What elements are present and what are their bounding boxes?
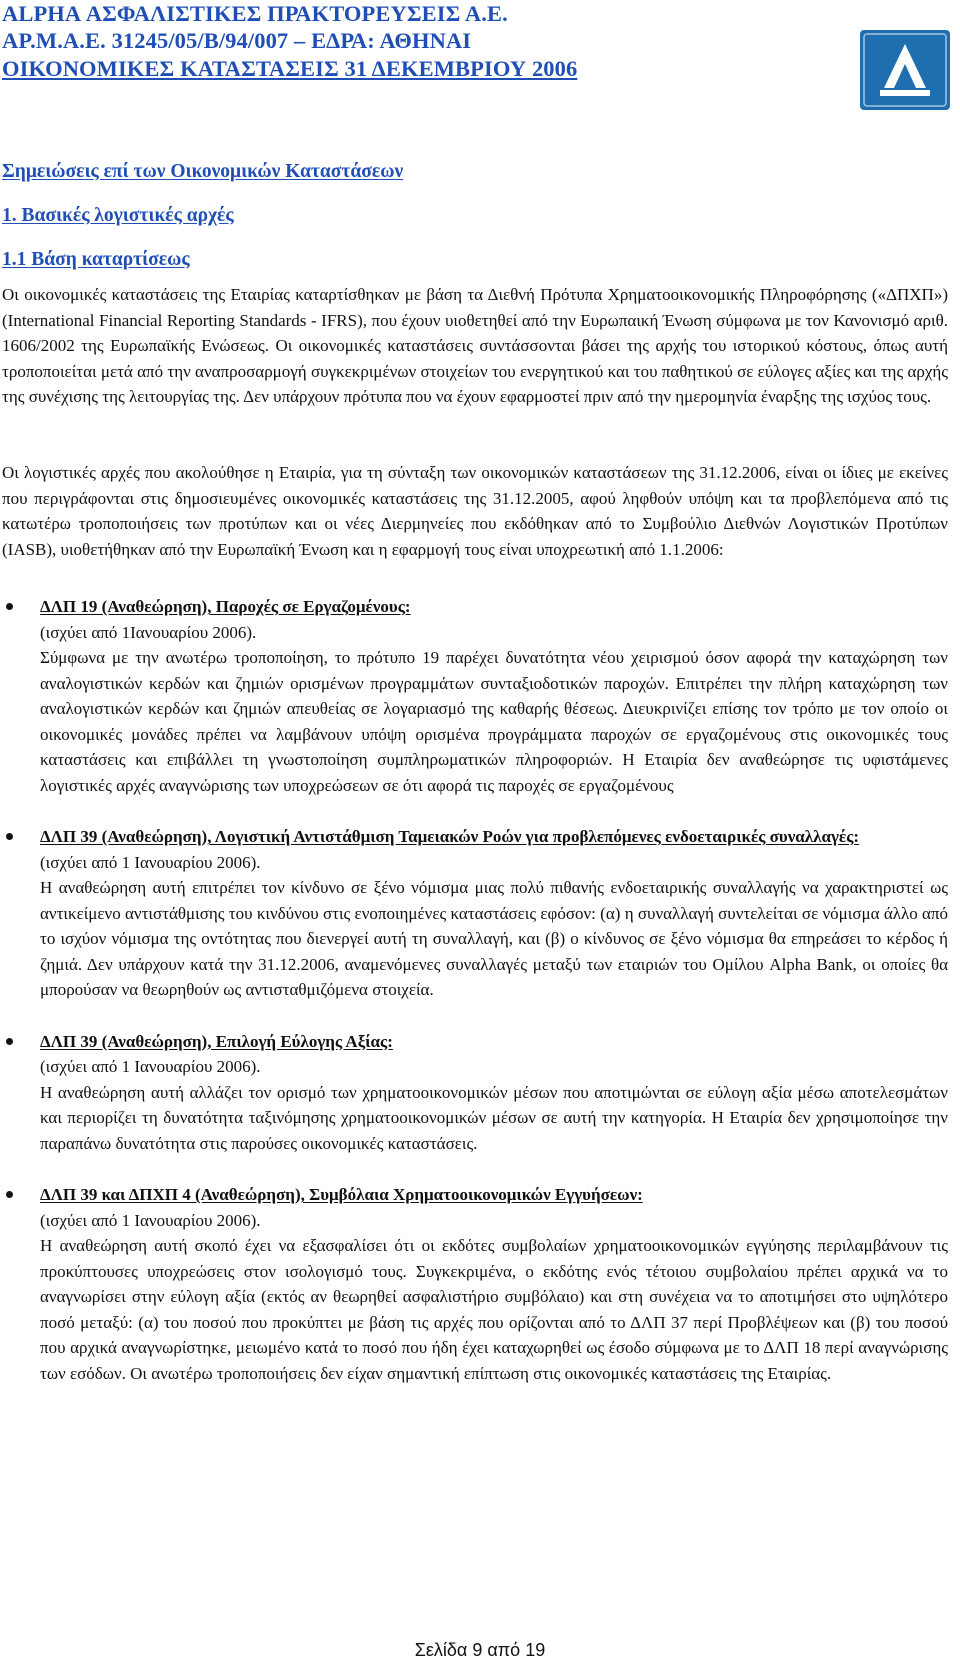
list-item-text: Η αναθεώρηση αυτή επιτρέπει τον κίνδυνο σε ξένο νόμισμα μιας πολύ πιθανής ενδοεταιρικής συναλλαγής να χαρακτηριστεί ως αντικείμενο αντιστάθμισης του κινδύνου στις ενοποιημένες καταστάσεις εφόσον: (α) η συναλλαγή συντελείται σε νόμισμα άλλο από το ισχύον νόμισμα της οντότητας που διενεργεί αυτή τη συναλλαγή, και (β) ο κίνδυνος σε ξένο νόμισμα θα επηρεάσει το κέρδος ή ζημιά. Δεν υπάρχουν κατά την 31.12.2006, αναμενόμενες συναλλαγές μεταξύ των εταιριών του Ομίλου Alpha Bank, οι οποίες θα μπορούσαν να θεωρηθούν ως αντισταθμιζόμενα στοιχεία. <box>40 878 948 999</box>
page-header <box>0 0 960 110</box>
list-item-effective: (ισχύει από 1 Ιανουαρίου 2006). <box>40 852 261 872</box>
page-footer: Σελίδα 9 από 19 <box>414 1640 546 1660</box>
list-item <box>2 594 948 798</box>
list-item-title: ΔΛΠ 39 (Αναθεώρηση), Επιλογή Εύλογης Αξίας: <box>40 1031 393 1051</box>
statements-title: ΟΙΚΟΝΟΜΙΚΕΣ ΚΑΤΑΣΤΑΣΕΙΣ 31 ΔΕΚΕΜΒΡΙΟΥ 2006 <box>2 56 578 81</box>
list-item-effective: (ισχύει από 1 Ιανουαρίου 2006). <box>40 1210 261 1230</box>
list-item-title: ΔΛΠ 39 (Αναθεώρηση), Λογιστική Αντιστάθμιση Ταμειακών Ροών για προβλεπόμενες ενδοεταιρικές συναλλαγές: <box>40 827 860 846</box>
bullet-icon <box>6 603 13 610</box>
basis-paragraph <box>2 282 948 410</box>
list-item-title: ΔΛΠ 39 και ΔΠΧΠ 4 (Αναθεώρηση), Συμβόλαια Χρηματοοικονομικών Εγγυήσεων: <box>40 1185 643 1204</box>
section-1-1-title: 1.1 Βάση καταρτίσεως <box>2 249 190 270</box>
standards-list <box>2 594 948 1386</box>
list-item <box>2 824 948 1003</box>
registration-line: ΑΡ.Μ.Α.Ε. 31245/05/Β/94/007 – ΕΔΡΑ: ΑΘΗΝΑΙ <box>2 28 472 53</box>
list-item-text: Η αναθεώρηση αυτή σκοπό έχει να εξασφαλίσει ότι οι εκδότες συμβολαίων χρηματοοικονομικών εγγύησης περιλαμβάνουν τις προκύπτουσες υποχρεώσεις στον ισολογισμό τους. Συγκεκριμένα, ο εκδότης ενός τέτοιου συμβολαίου πρέπει αρχικά να το αναγνωρίσει στην εύλογη αξία (εκτός αν θεωρηθεί ασφαλιστήριο συμβόλαιο) και στη συνέχεια να το αποτιμήσει στο υψηλότερο ποσό μεταξύ: (α) του ποσού που προκύπτει με βάση τις αρχές που ορίζονται από το ΔΛΠ 37 περί Προβλέψεων και (β) του ποσού που αρχικά αναγνωρίστηκε, μειωμένο κατά το ποσό που ήδη έχει καταχωρηθεί ως έσοδο σύμφωνα με το ΔΛΠ 18 περί αναγνώρισης των εσόδων. Οι ανωτέρω τροποποιήσεις δεν είχαν σημαντική επίπτωση στις οικονομικές καταστάσεις της Εταιρίας. <box>40 1236 948 1383</box>
list-item <box>2 1029 948 1157</box>
notes-title: Σημειώσεις επί των Οικονομικών Καταστάσεων <box>2 161 404 182</box>
bullet-icon <box>6 1038 13 1045</box>
paragraph-text: Οι λογιστικές αρχές που ακολούθησε η Εταιρία, για τη σύνταξη των οικονομικών καταστάσεων της 31.12.2006, είναι οι ίδιες με εκείνες που περιγράφονται στις δημοσιευμένες οικονομικές καταστάσεις της 31.12.2005, αφού ληφθούν υπόψη και τα προβλεπόμενα από τις κατωτέρω τροποποιήσεις των προτύπων και οι νέες Διερμηνείες που εκδόθηκαν από το Συμβούλιο Διεθνών Λογιστικών Προτύπων (IASB), υιοθετήθηκαν από την Ευρωπαϊκή Ένωση και η εφαρμογή τους είναι υποχρεωτική από 1.1.2006: <box>2 463 948 559</box>
list-item-text: Σύμφωνα με την ανωτέρω τροποποίηση, το πρότυπο 19 παρέχει δυνατότητα νέου χειρισμού όσον αφορά την καταχώρηση των αναλογιστικών κερδών και ζημιών ορισμένων προγραμμάτων συνταξιοδοτικών παροχών. Επιτρέπει την πλήρη καταχώρηση των αναλογιστικών κερδών και ζημιών απευθείας σε λογαριασμό της καθαρής θέσεως. Διευκρινίζει επίσης τον τρόπο με τον οποίο οι οικονομικές μονάδες πρέπει να λαμβάνουν υπόψη ορισμένα προγράμματα παροχών σε εργαζομένους στις οικονομικές τους καταστάσεις και επιβάλλει τη γνωστοποίηση συμπληρωματικών πληροφοριών. Η Εταιρία δεν αναθεώρησε τις υφιστάμενες λογιστικές αρχές αναγνώρισης των υποχρεώσεων σε ότι αφορά τις παροχές σε εργαζομένους <box>40 648 948 795</box>
list-item-text: Η αναθεώρηση αυτή αλλάζει τον ορισμό των χρηματοοικονομικών μέσων που αποτιμώνται σε εύλογη αξία μέσω αποτελεσμάτων και περιορίζει τη δυνατότητα ταξινόμησης χρηματοοικονομικών μέσων σε αυτή την κατηγορία. Η Εταιρία δεν χρησιμοποίησε την παραπάνω δυνατότητα στις παρούσες οικονομικές καταστάσεις. <box>40 1082 948 1153</box>
list-item-effective: (ισχύει από 1 Ιανουαρίου 2006). <box>40 1057 261 1076</box>
bullet-icon <box>6 1191 13 1198</box>
section-1-title: 1. Βασικές λογιστικές αρχές <box>2 205 234 226</box>
company-name: ALPHA ΑΣΦΑΛΙΣΤΙΚΕΣ ΠΡΑΚΤΟΡΕΥΣΕΙΣ Α.Ε. <box>2 1 508 26</box>
list-item-title: ΔΛΠ 19 (Αναθεώρηση), Παροχές σε Εργαζομένους: <box>40 597 411 616</box>
list-item <box>2 1182 948 1386</box>
list-item-effective: (ισχύει από 1Ιανουαρίου 2006). <box>40 622 257 642</box>
paragraph-text: Οι οικονομικές καταστάσεις της Εταιρίας καταρτίσθηκαν με βάση τα Διεθνή Πρότυπα Χρηματοοικονομικής Πληροφόρησης («ΔΠΧΠ») (International Financial Reporting Standards - IFRS), που έχουν υιοθετηθεί από την Ευρωπαική Ένωση σύμφωνα με τον Κανονισμό αριθ. 1606/2002 της Ευρωπαϊκής Ενώσεως. Οι οικονομικές καταστάσεις συντάσσονται βάσει της αρχής του ιστορικού κόστους, όπως αυτή τροποποιείται μετά από την αναπροσαρμογή συγκεκριμένων στοιχείων του ενεργητικού και του παθητικού σε εύλογες αξίες και της αρχής της συνέχισης της λειτουργίας της. Δεν υπάρχουν πρότυπα που να έχουν εφαρμοστεί πριν από την ημερομηνία έναρξης της ισχύος τους. <box>2 285 948 406</box>
alpha-bank-logo-icon <box>860 30 950 110</box>
policies-paragraph <box>2 460 948 562</box>
bullet-icon <box>6 833 13 840</box>
